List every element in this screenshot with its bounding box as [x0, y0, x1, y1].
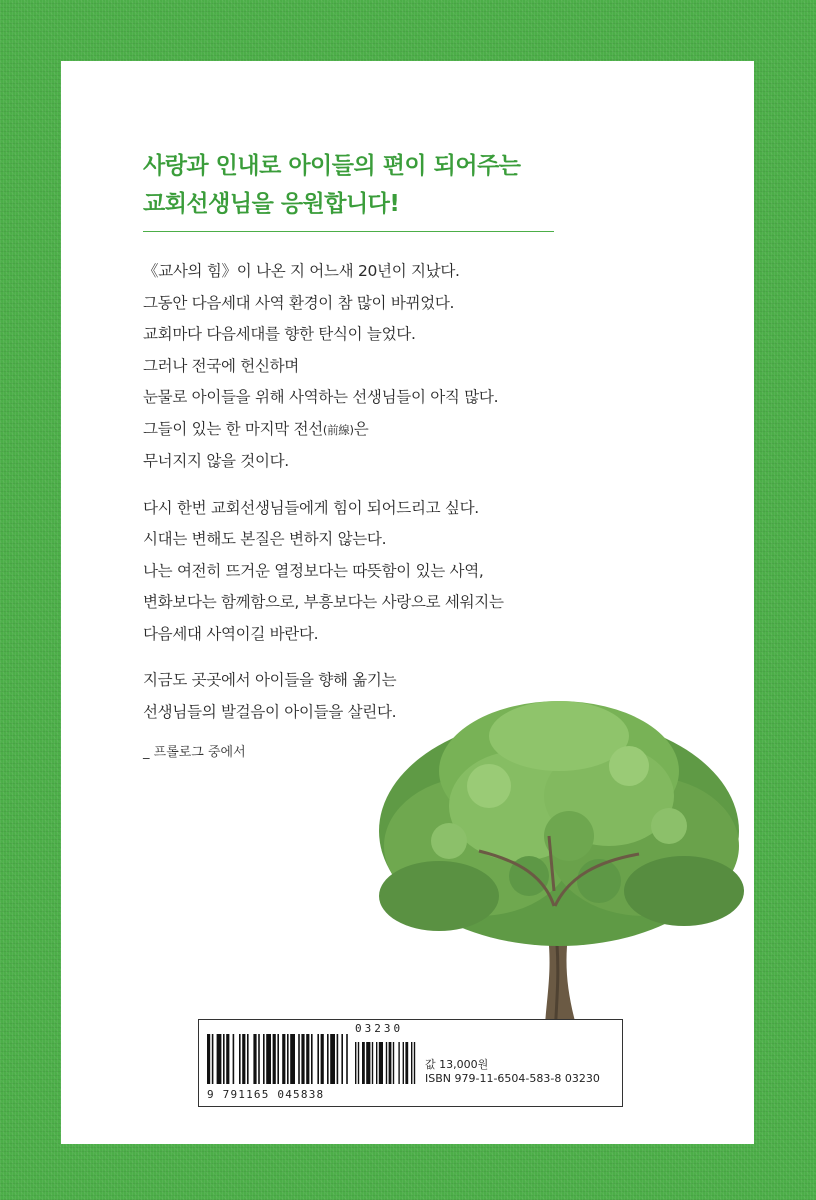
- paragraph-line: 그동안 다음세대 사역 환경이 참 많이 바뀌었다.: [143, 293, 455, 312]
- paragraph-line: 지금도 곳곳에서 아이들을 향해 옮기는: [143, 671, 397, 689]
- headline-line-1: 사랑과 인내로 아이들의 편이 되어주는: [143, 153, 521, 179]
- paragraph-2: [143, 493, 703, 651]
- paragraph-line: 다시 한번 교회선생님들에게 힘이 되어드리고 싶다.: [143, 498, 479, 517]
- barcode-digits: 9 791165 045838: [207, 1088, 325, 1101]
- barcode-icon: [205, 1034, 420, 1086]
- hanja-annotation: (前線): [322, 422, 354, 437]
- paragraph-line: 다음세대 사역이길 바란다.: [143, 624, 319, 643]
- headline-line-2: 교회선생님을 응원합니다!: [143, 191, 400, 217]
- paragraph-line: 그러나 전국에 헌신하며: [143, 356, 299, 375]
- back-cover-page: [61, 61, 754, 1144]
- hanja-line-pre: 그들이 있는 한 마지막 전선: [143, 419, 323, 438]
- addon-digits: 03230: [355, 1022, 404, 1035]
- source-note: _ 프롤로그 중에서: [143, 745, 246, 760]
- hanja-line-post: 은: [353, 419, 369, 438]
- paragraph-line: 시대는 변해도 본질은 변하지 않는다.: [143, 530, 387, 548]
- tree-icon: [369, 676, 749, 1036]
- paragraph-line: 《교사의 힘》이 나온 지 어느새 20년이 지났다.: [143, 262, 460, 280]
- paragraph-line: 변화보다는 함께함으로, 부흥보다는 사랑으로 세워지는: [143, 593, 504, 611]
- paragraph-line-hanja: [143, 414, 703, 447]
- paragraph-line: 눈물로 아이들을 위해 사역하는 선생님들이 아직 많다.: [143, 388, 499, 406]
- paragraph-line: 선생님들의 발걸음이 아이들을 살린다.: [143, 702, 397, 721]
- price-label: 값 13,000원: [425, 1058, 489, 1071]
- paragraph-1: [143, 256, 703, 478]
- paragraph-line: 무너지지 않을 것이다.: [143, 452, 289, 470]
- body-text: [143, 256, 703, 743]
- paragraph-line: 나는 여전히 뜨거운 열정보다는 따뜻함이 있는 사역,: [143, 561, 484, 580]
- headline: [143, 147, 521, 223]
- headline-divider: [143, 231, 554, 232]
- isbn-label: ISBN 979-11-6504-583-8 03230: [425, 1072, 600, 1085]
- paragraph-line: 교회마다 다음세대를 향한 탄식이 늘었다.: [143, 325, 416, 343]
- barcode-box: [198, 1019, 623, 1107]
